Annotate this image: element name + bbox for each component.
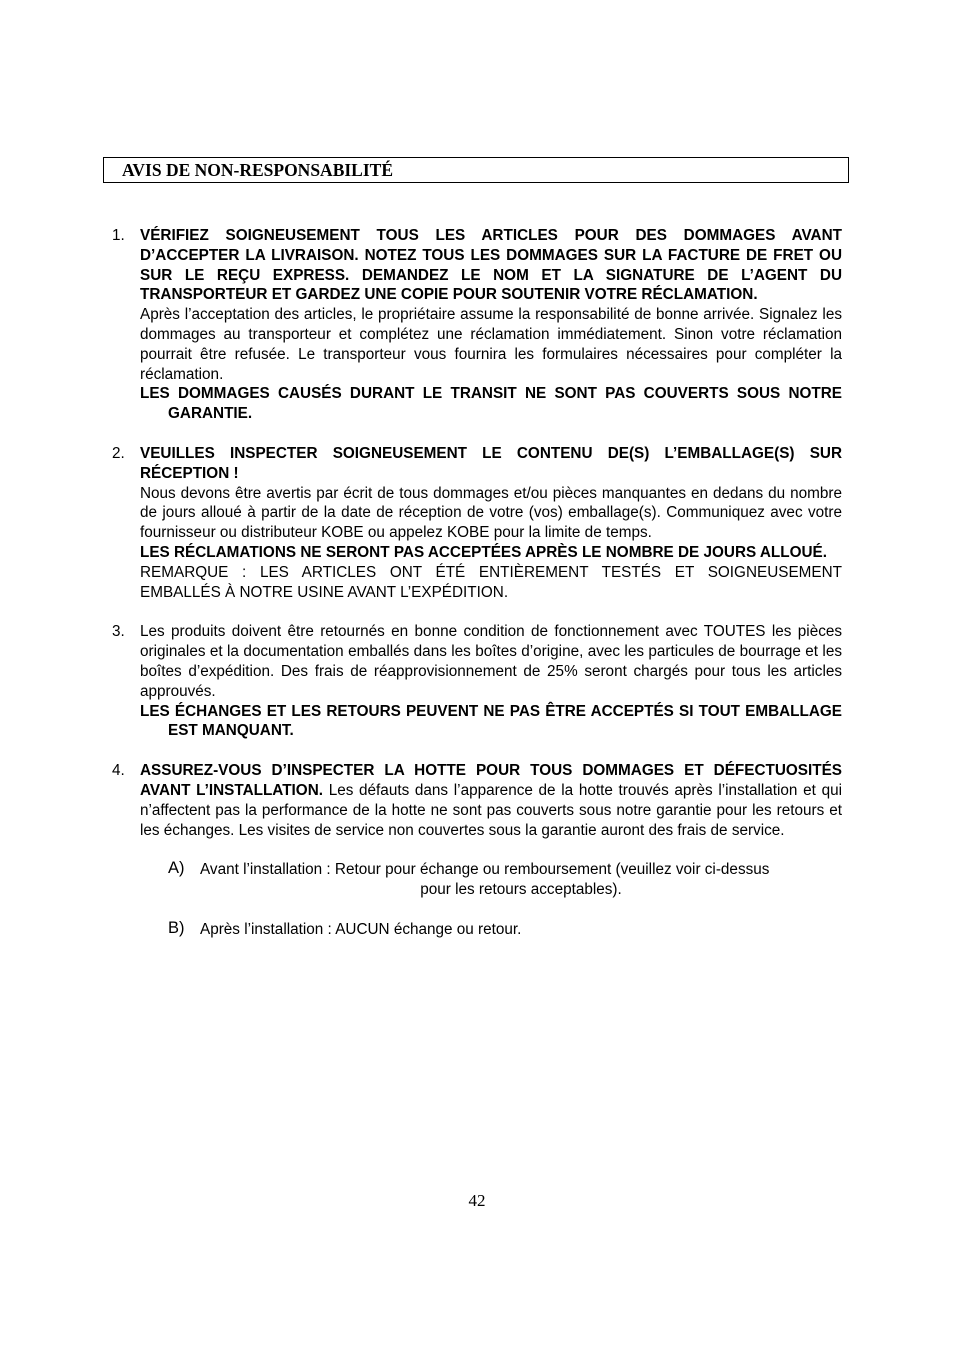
- page-number: 42: [468, 1191, 486, 1210]
- page-title: AVIS DE NON-RESPONSABILITÉ: [103, 157, 849, 183]
- item-body: Les défauts dans l’apparence de la hotte trouvés après l’installation et qui n’affectent pas la performance de la hotte ne sont pas couverts sous notre garantie pour les retours et les échanges. Les visites de service non couvertes sous la garantie auront des frais de service.: [140, 781, 842, 839]
- list-item: [112, 761, 842, 940]
- sub-item-text-continued: pour les retours acceptables).: [420, 881, 622, 899]
- list-item: [112, 622, 842, 741]
- item-warning: LES RÉCLAMATIONS NE SERONT PAS ACCEPTÉES APRÈS LE NOMBRE DE JOURS ALLOUÉ.: [140, 543, 828, 561]
- item-body: Les produits doivent être retournés en bonne condition de fonctionnement avec TOUTES les pièces originales et la documentation emballés dans les boîtes d’origine, avec les particules de bourrage et les boîtes d’expédition. Des frais de réapprovisionnement de 25% seront chargés pour tous les articles approuvés.: [140, 623, 842, 700]
- sub-item-b: [140, 920, 842, 940]
- item-heading: VÉRIFIEZ SOIGNEUSEMENT TOUS LES ARTICLES POUR DES DOMMAGES AVANT D’ACCEPTER LA LIVRAISON. NOTEZ TOUS LES DOMMAGES SUR LA FACTURE DE FRET OU SUR LE REÇU EXPRESS. DEMANDEZ LE NOM ET LA SIGNATURE DE L’AGENT DU TRANSPORTEUR ET GARDEZ UNE COPIE POUR SOUTENIR VOTRE RÉCLAMATION.: [140, 227, 842, 304]
- item-number: 1.: [112, 227, 125, 244]
- item-paragraph: [140, 761, 842, 840]
- sub-item-text: Après l’installation : AUCUN échange ou retour.: [200, 920, 522, 938]
- sub-item-letter: B): [168, 918, 185, 937]
- item-number: 3.: [112, 623, 125, 641]
- item-warning: LES DOMMAGES CAUSÉS DURANT LE TRANSIT NE SONT PAS COUVERTS SOUS NOTRE GARANTIE.: [140, 385, 842, 423]
- list-item: [112, 226, 842, 424]
- sub-item-letter: A): [168, 859, 185, 878]
- item-body: Après l’acceptation des articles, le propriétaire assume la responsabilité de bonne arrivée. Signalez les dommages au transporteur et complétez une réclamation immédiatement. Sinon votre réclamation pourrait être refusée. Le transporteur vous fournira les formulaires nécessaires pour compléter la réclamation.: [140, 306, 842, 383]
- item-heading: VEUILLES INSPECTER SOIGNEUSEMENT LE CONTENU DE(S) L’EMBALLAGE(S) SUR RÉCEPTION !: [140, 444, 842, 482]
- sub-item-a: [140, 860, 842, 900]
- item-heading: ASSUREZ-VOUS D’INSPECTER LA HOTTE POUR TOUS DOMMAGES ET DÉFECTUOSITÉS AVANT L’INSTALLATION.: [140, 762, 842, 799]
- item-remark: REMARQUE : LES ARTICLES ONT ÉTÉ ENTIÈREMENT TESTÉS ET SOIGNEUSEMENT EMBALLÉS À NOTRE USINE AVANT L’EXPÉDITION.: [140, 563, 842, 601]
- item-number: 4.: [112, 762, 125, 780]
- list-item: [112, 444, 842, 602]
- item-body: Nous devons être avertis par écrit de tous dommages et/ou pièces manquantes en dedans du nombre de jours alloué à partir de la date de réception de votre (vos) emballage(s). Communiquez avec votre fournisseur ou distributeur KOBE ou appelez KOBE pour la limite de temps.: [140, 484, 842, 542]
- item-number: 2.: [112, 444, 125, 462]
- sub-item-text: Avant l’installation : Retour pour échange ou remboursement (veuillez voir ci-dessus: [200, 861, 770, 879]
- disclaimer-list: [112, 226, 842, 960]
- item-warning: LES ÉCHANGES ET LES RETOURS PEUVENT NE PAS ÊTRE ACCEPTÉS SI TOUT EMBALLAGE EST MANQUANT.: [140, 702, 842, 740]
